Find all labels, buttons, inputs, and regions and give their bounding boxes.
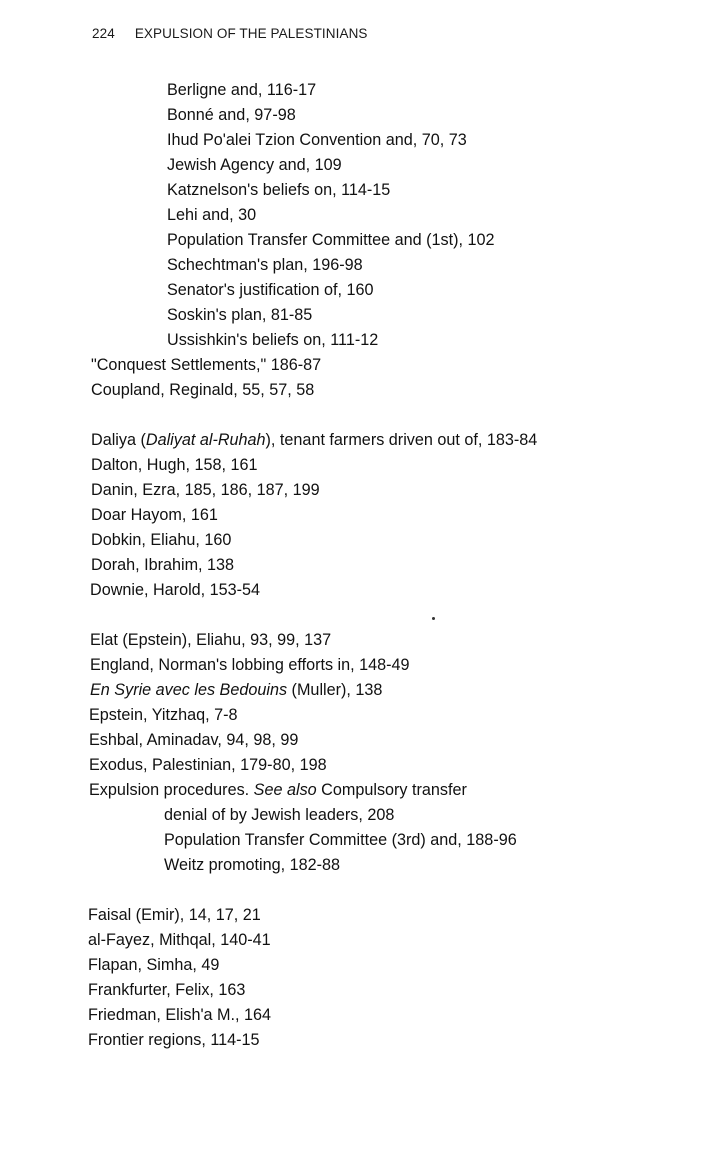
index-entry: Faisal (Emir), 14, 17, 21: [88, 906, 261, 924]
index-subentry: Senator's justification of, 160: [167, 281, 374, 299]
entry-text: Compulsory transfer: [316, 781, 467, 799]
index-subentry: Katznelson's beliefs on, 114-15: [167, 181, 391, 199]
index-entry: England, Norman's lobbing efforts in, 148-49: [90, 656, 410, 674]
index-entry: Elat (Epstein), Eliahu, 93, 99, 137: [90, 631, 332, 649]
page-number: 224: [92, 26, 115, 41]
book-title: EXPULSION OF THE PALESTINIANS: [134, 26, 368, 41]
index-subentry: Bonné and, 97-98: [167, 106, 296, 124]
index-entry: Epstein, Yitzhaq, 7-8: [89, 706, 238, 724]
index-entry: Dobkin, Eliahu, 160: [91, 531, 232, 549]
index-entry: Doar Hayom, 161: [91, 506, 218, 524]
section-gap: [0, 403, 727, 428]
index-entry-en-syrie: [0, 678, 727, 703]
index-subentry: Berligne and, 116-17: [167, 81, 317, 99]
index-entry: Danin, Ezra, 185, 186, 187, 199: [91, 481, 320, 499]
index-entry: Friedman, Elish'a M., 164: [88, 1006, 272, 1024]
index-subentry: Soskin's plan, 81-85: [167, 306, 313, 324]
index-entry: Frontier regions, 114-15: [88, 1031, 260, 1049]
index-subentry: Population Transfer Committee and (1st), 102: [167, 231, 495, 249]
index-list: [0, 78, 727, 1053]
index-subentry: Population Transfer Committee (3rd) and, 188-96: [164, 831, 517, 849]
entry-italic-text: See also: [253, 781, 317, 799]
index-entry: al-Fayez, Mithqal, 140-41: [88, 931, 271, 949]
running-head: [92, 26, 368, 41]
index-subentry: Ihud Po'alei Tzion Convention and, 70, 73: [167, 131, 467, 149]
index-subentry: denial of by Jewish leaders, 208: [164, 806, 395, 824]
entry-text: Daliya (: [91, 431, 146, 449]
index-entry: Flapan, Simha, 49: [88, 956, 220, 974]
index-subentry: Weitz promoting, 182-88: [164, 856, 341, 874]
entry-italic-text: En Syrie avec les Bedouins: [90, 681, 288, 699]
index-entry: Downie, Harold, 153-54: [90, 581, 261, 599]
index-entry: Dalton, Hugh, 158, 161: [91, 456, 258, 474]
index-entry: Frankfurter, Felix, 163: [88, 981, 246, 999]
section-gap: [0, 603, 727, 628]
print-speck: [432, 617, 435, 620]
index-entry: "Conquest Settlements," 186-87: [91, 356, 322, 374]
index-entry-daliya: [0, 428, 727, 453]
index-entry: Dorah, Ibrahim, 138: [91, 556, 235, 574]
entry-text: ), tenant farmers driven out of, 183-84: [265, 431, 538, 449]
entry-text: (Muller), 138: [287, 681, 383, 699]
entry-italic-text: Daliyat al-Ruhah: [145, 431, 266, 449]
index-subentry: Schechtman's plan, 196-98: [167, 256, 363, 274]
entry-text: Expulsion procedures.: [89, 781, 254, 799]
index-subentry: Lehi and, 30: [167, 206, 257, 224]
index-entry: Coupland, Reginald, 55, 57, 58: [91, 381, 315, 399]
section-gap: [0, 878, 727, 903]
index-entry-expulsion: [0, 778, 727, 803]
index-entry: Exodus, Palestinian, 179-80, 198: [89, 756, 327, 774]
index-entry: Eshbal, Aminadav, 94, 98, 99: [89, 731, 299, 749]
index-subentry: Jewish Agency and, 109: [167, 156, 342, 174]
index-subentry: Ussishkin's beliefs on, 111-12: [167, 331, 379, 349]
